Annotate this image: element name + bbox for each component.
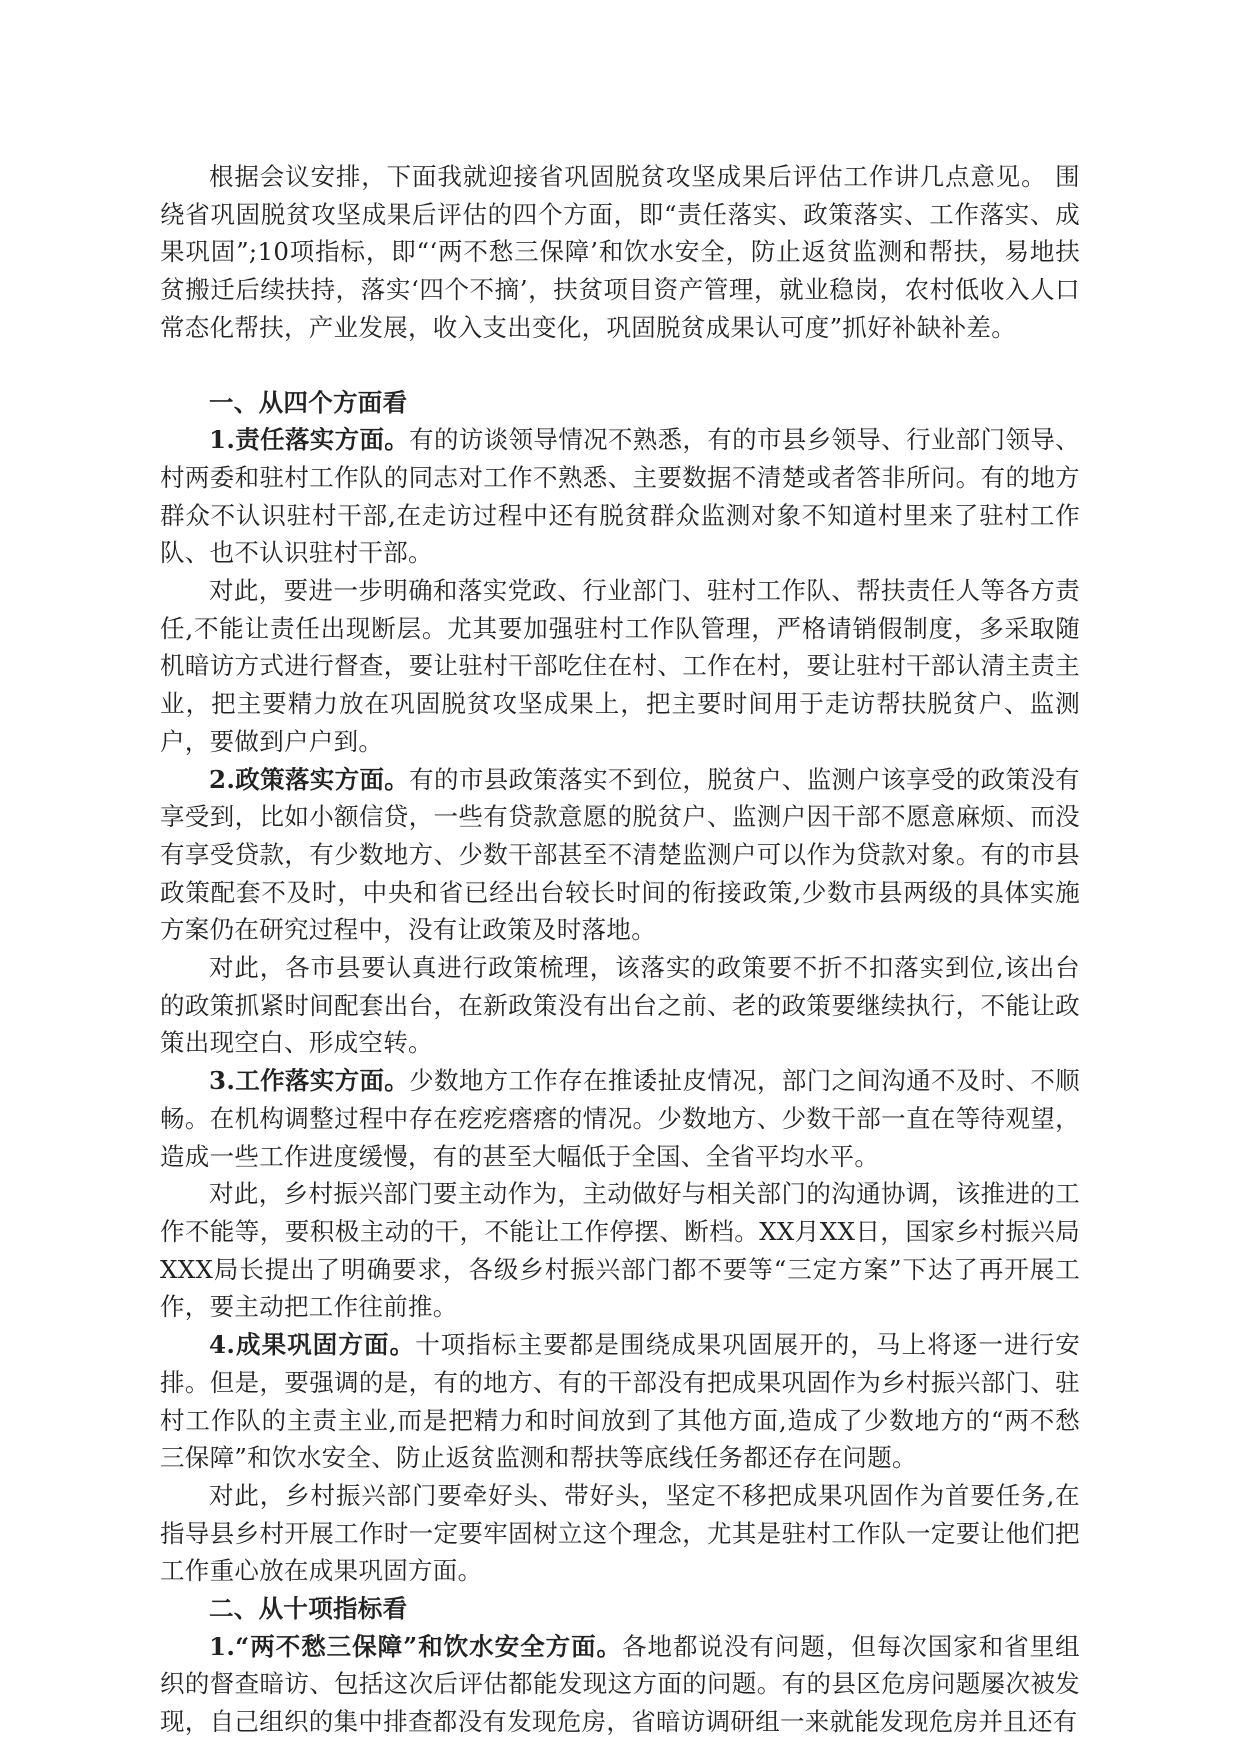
item-1-lead: 1.责任落实方面。	[209, 425, 410, 455]
item-4-response: 对此，乡村振兴部门要牵好头、带好头，坚定不移把成果巩固作为首要任务,在指导县乡村开展工作时一定要牢固树立这个理念，尤其是驻村工作队一定要让他们把工作重心放在成果巩固方面。	[160, 1480, 1080, 1586]
item-3-text: 少数地方工作存在推诿扯皮情况，部门之间沟通不及时、不顺畅。在机构调整过程中存在疙疙瘩瘩的情况。少数地方、少数干部一直在等待观望，造成一些工作进度缓慢，有的甚至大幅低于全国、全省平均水平。	[160, 1066, 1080, 1171]
indicator-1-paragraph	[160, 1628, 1080, 1741]
item-4-paragraph	[160, 1326, 1080, 1477]
indicator-1-text: 各地都说没有问题，但每次国家和省里组织的督查暗访、包括这次后评估都能发现这方面的问题。有的县区危房问题屡次被发现，自己组织的集中排查都没有发现危房，省暗访调研组一来就能发现危房并且还有	[160, 1631, 1080, 1737]
intro-paragraph: 根据会议安排，下面我就迎接省巩固脱贫攻坚成果后评估工作讲几点意见。 围绕省巩固脱贫攻坚成果后评估的四个方面，即“责任落实、政策落实、工作落实、成果巩固”;10项指标，即“‘两不愁三保障’和饮水安全，防止返贫监测和帮扶，易地扶贫搬迁后续扶持，落实‘四个不摘’，扶贫项目资产管理，就业稳岗，农村低收入人口常态化帮扶，产业发展，收入支出变化，巩固脱贫成果认可度”抓好补缺补差。	[160, 162, 1080, 342]
item-3-response: 对此，乡村振兴部门要主动作为，主动做好与相关部门的沟通协调，该推进的工作不能等，要积极主动的干，不能让工作停摆、断档。XX月XX日，国家乡村振兴局XXX局长提出了明确要求，各级乡村振兴部门都不要等“三定方案”下达了再开展工作，要主动把工作往前推。	[160, 1179, 1080, 1322]
item-1-paragraph	[160, 421, 1080, 572]
section-2-heading: 二、从十项指标看	[209, 1594, 408, 1624]
item-1-response: 对此，要进一步明确和落实党政、行业部门、驻村工作队、帮扶责任人等各方责任,不能让责任出现断层。尤其要加强驻村工作队管理，严格请销假制度，多采取随机暗访方式进行督查，要让驻村干部吃住在村、工作在村，要让驻村干部认清主责主业，把主要精力放在巩固脱贫攻坚成果上，把主要时间用于走访帮扶脱贫户、监测户，要做到户户到。	[160, 576, 1080, 756]
item-1-text: 有的访谈领导情况不熟悉，有的市县乡领导、行业部门领导、村两委和驻村工作队的同志对工作不熟悉、主要数据不清楚或者答非所问。有的地方群众不认识驻村干部,在走访过程中还有脱贫群众监测对象不知道村里来了驻村工作队、也不认识驻村干部。	[160, 425, 1080, 568]
document-page	[160, 158, 1080, 1741]
item-2-lead: 2.政策落实方面。	[209, 764, 410, 794]
indicator-1-lead: 1.“两不愁三保障”和饮水安全方面。	[209, 1631, 623, 1661]
item-3-lead: 3.工作落实方面。	[209, 1066, 410, 1096]
item-2-text: 有的市县政策落实不到位，脱贫户、监测户该享受的政策没有享受到，比如小额信贷，一些有贷款意愿的脱贫户、监测户因干部不愿意麻烦、而没有享受贷款，有少数地方、少数干部甚至不清楚监测户可以作为贷款对象。有的市县政策配套不及时，中央和省已经出台较长时间的衔接政策,少数市县两级的具体实施方案仍在研究过程中，没有让政策及时落地。	[160, 764, 1080, 945]
section-1-heading: 一、从四个方面看	[209, 387, 408, 417]
item-4-lead: 4.成果巩固方面。	[209, 1330, 416, 1360]
item-2-response: 对此，各市县要认真进行政策梳理，该落实的政策要不折不扣落实到位,该出台的政策抓紧时间配套出台，在新政策没有出台之前、老的政策要继续执行，不能让政策出现空白、形成空转。	[160, 953, 1080, 1058]
item-4-text: 十项指标主要都是围绕成果巩固展开的，马上将逐一进行安排。但是，要强调的是，有的地方、有的干部没有把成果巩固作为乡村振兴部门、驻村工作队的主责主业,而是把精力和时间放到了其他方面,造成了少数地方的“两不愁三保障”和饮水安全、防止返贫监测和帮扶等底线任务都还存在问题。	[160, 1330, 1081, 1473]
item-3-paragraph	[160, 1062, 1080, 1175]
item-2-paragraph	[160, 761, 1080, 950]
